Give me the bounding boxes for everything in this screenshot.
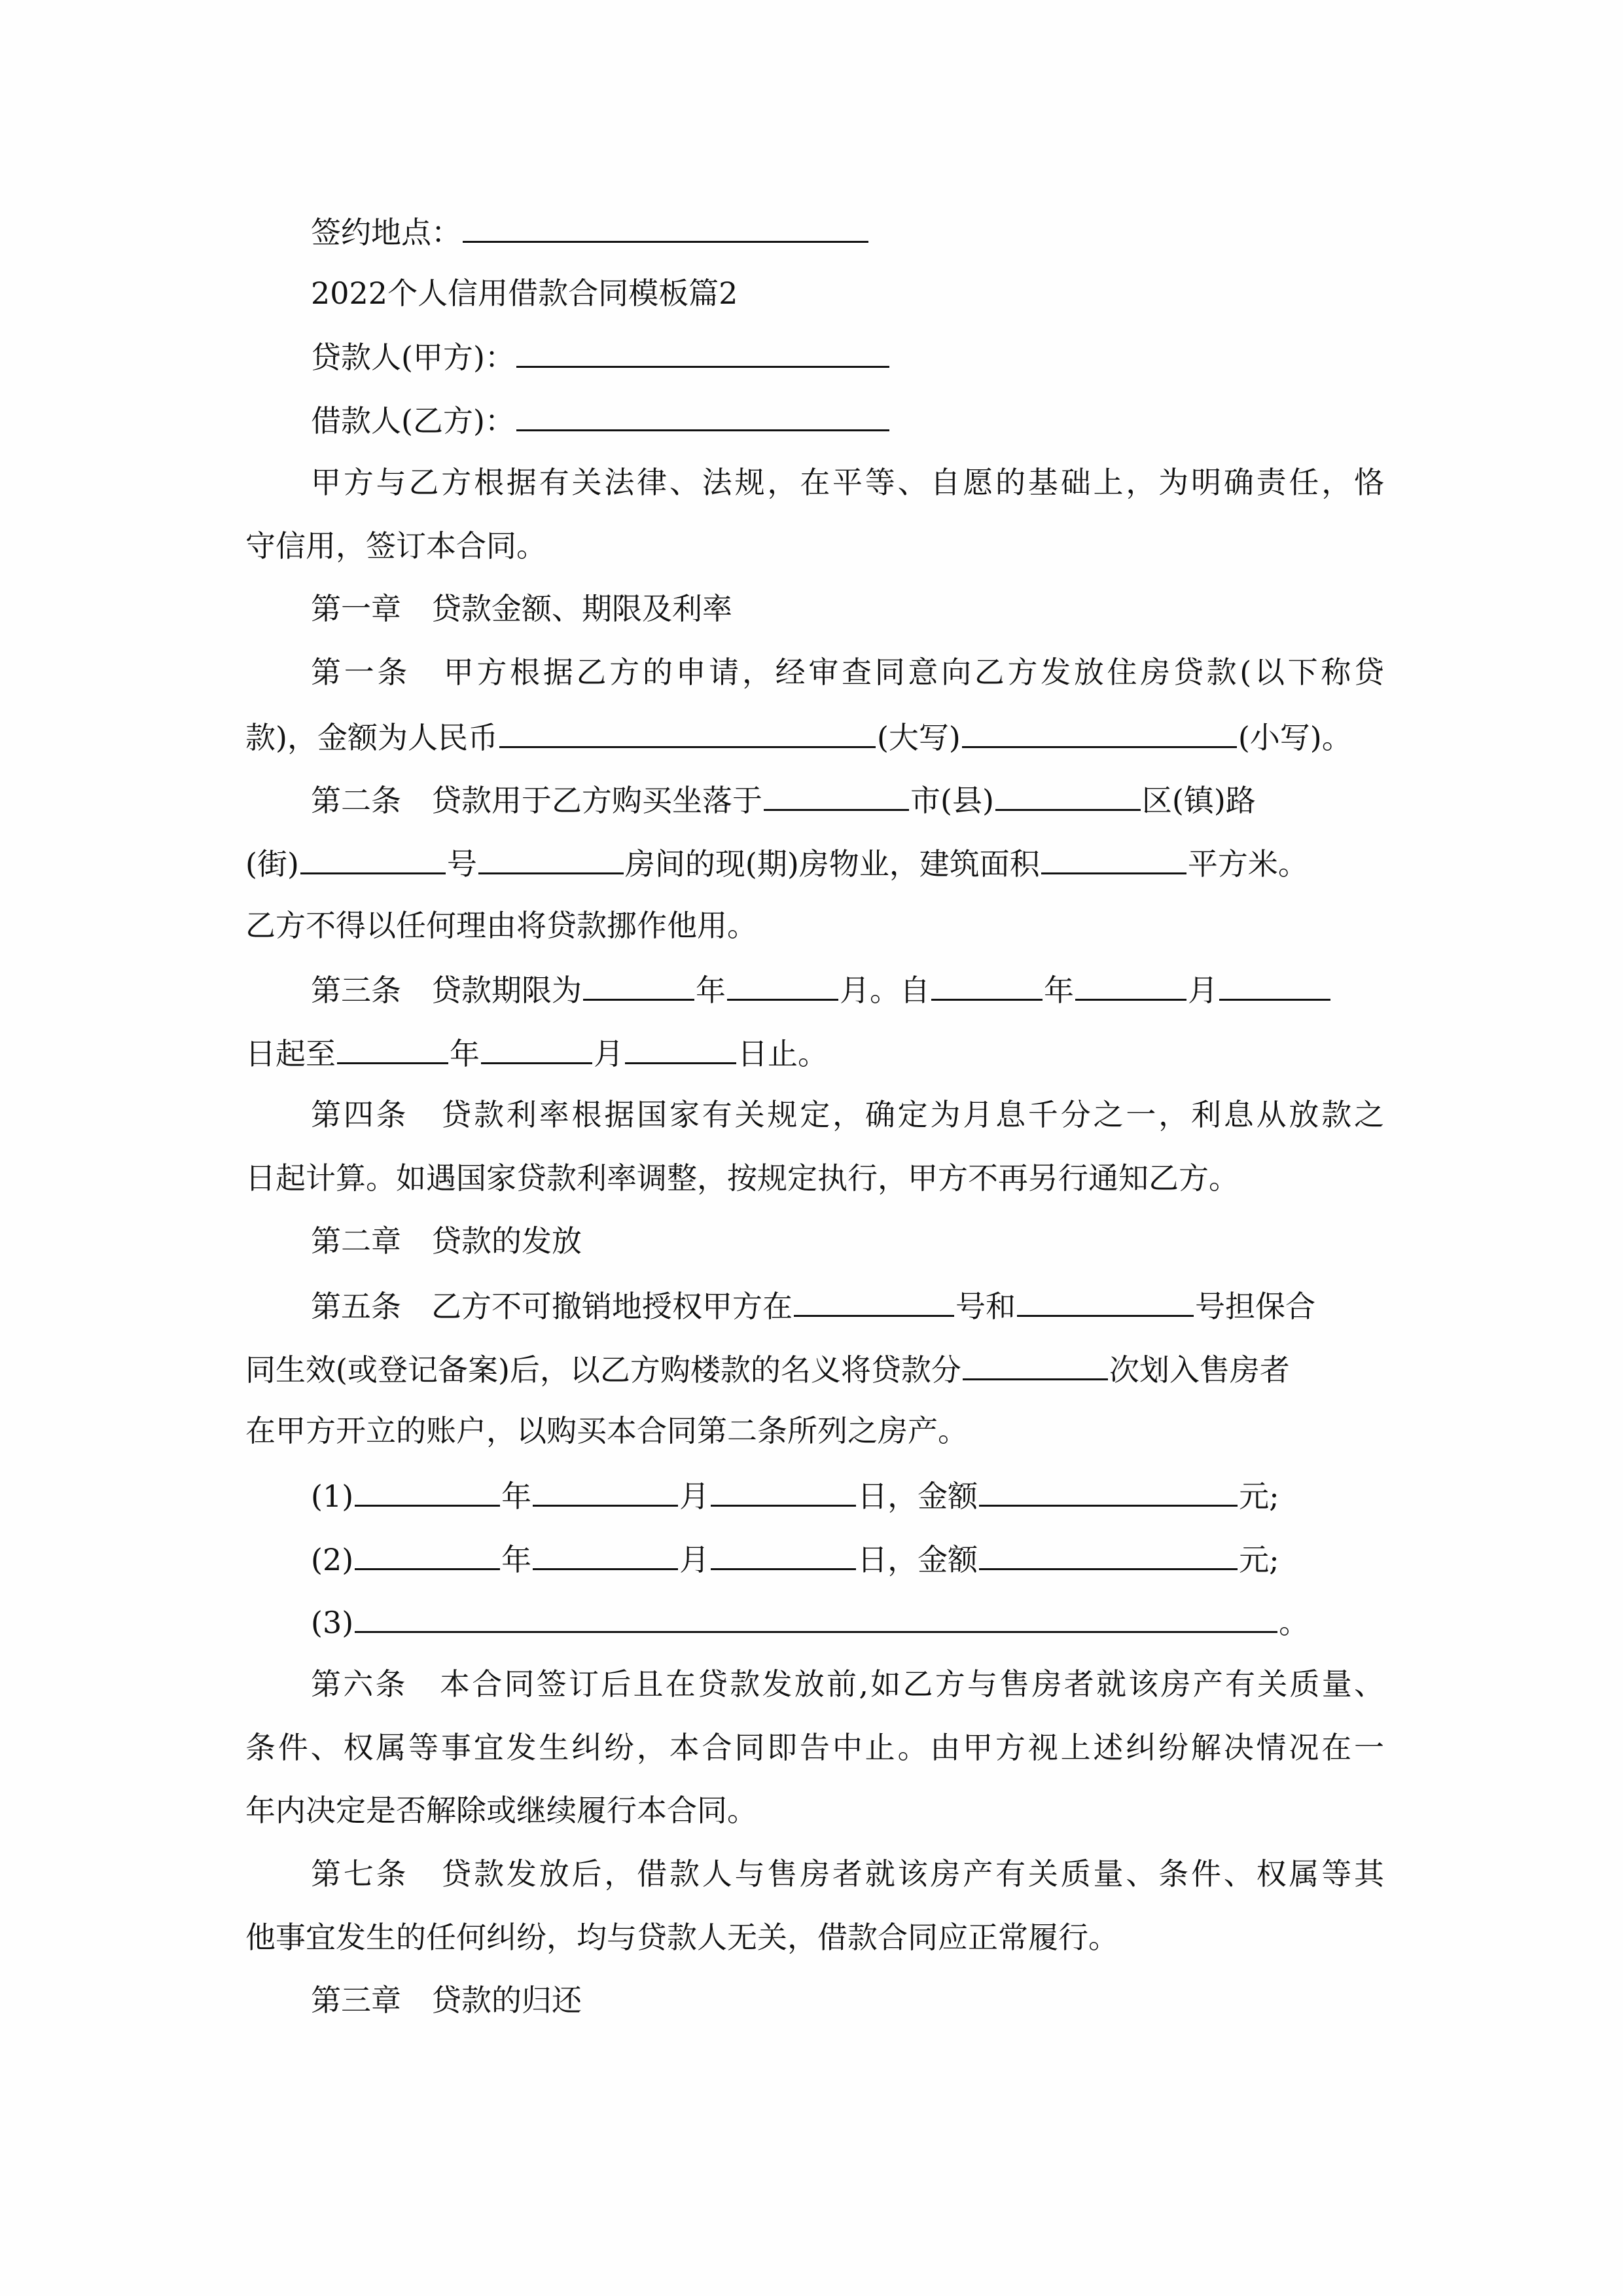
installment-1-day-blank[interactable] <box>711 1475 856 1507</box>
city-blank[interactable] <box>764 779 909 811</box>
article-text: 元; <box>1239 1542 1279 1577</box>
article-3-line-1 <box>311 969 1450 1010</box>
article-text: 次划入售房者 <box>1109 1352 1290 1388</box>
street-blank[interactable] <box>300 842 446 874</box>
article-text: 贷款利率根据国家有关规定，确定为月息千分之一，利息从放款之 <box>438 1097 1384 1132</box>
amount-lowercase-blank[interactable] <box>962 716 1237 748</box>
article-2-line-2 <box>245 842 1384 884</box>
lender-line <box>311 336 1450 377</box>
article-7-line-2: 他事宜发生的任何纠纷，均与贷款人无关，借款合同应正常履行。 <box>245 1920 1118 1955</box>
article-text: 房间的现(期)房物业，建筑面积 <box>624 846 1040 882</box>
district-blank[interactable] <box>995 779 1141 811</box>
installment-2-year-blank[interactable] <box>355 1538 500 1570</box>
end-year-blank[interactable] <box>337 1032 448 1064</box>
signing-place-line <box>311 211 1450 252</box>
installment-2-amount-blank[interactable] <box>979 1538 1238 1570</box>
article-text: 元; <box>1239 1479 1279 1514</box>
article-text: 款)，金额为人民币 <box>245 720 498 755</box>
article-5-line-2 <box>245 1348 1384 1390</box>
installment-2 <box>311 1538 1450 1579</box>
article-6-line-3: 年内决定是否解除或继续履行本合同。 <box>245 1793 757 1828</box>
installment-1-year-blank[interactable] <box>355 1475 500 1507</box>
article-text: (街) <box>245 846 299 882</box>
term-months-blank[interactable] <box>727 969 838 1001</box>
borrower-blank[interactable] <box>516 399 889 431</box>
article-text: 平方米。 <box>1187 846 1308 882</box>
article-number: 第一条 <box>311 655 411 690</box>
installment-label: (2) <box>311 1542 354 1577</box>
article-text: 日起至 <box>245 1036 336 1071</box>
article-2-line-1 <box>311 779 1450 820</box>
installment-3 <box>311 1601 1450 1642</box>
article-text: 本合同签订后且在贷款发放前,如乙方与售房者就该房产有关质量、 <box>437 1666 1385 1702</box>
document-title: 2022个人信用借款合同模板篇2 <box>311 276 738 311</box>
end-day-blank[interactable] <box>625 1032 736 1064</box>
article-number: 第五条 <box>311 1289 401 1324</box>
article-7-line-1 <box>311 1854 1384 1893</box>
article-text: 月 <box>1188 973 1218 1008</box>
article-5-line-1 <box>311 1285 1450 1326</box>
installment-1-month-blank[interactable] <box>533 1475 678 1507</box>
borrower-line <box>311 399 1450 440</box>
article-text: 。 <box>1279 1605 1310 1640</box>
installment-2-month-blank[interactable] <box>533 1538 678 1570</box>
installment-count-blank[interactable] <box>963 1348 1108 1380</box>
article-text: 号和 <box>955 1289 1016 1324</box>
preamble-line-2: 守信用，签订本合同。 <box>245 528 546 564</box>
article-text: 月 <box>594 1036 624 1071</box>
signing-place-label: 签约地点： <box>311 215 461 250</box>
article-text: 贷款发放后，借款人与售房者就该房产有关质量、条件、权属等其 <box>438 1856 1384 1892</box>
article-text: (大写) <box>876 720 961 755</box>
signing-place-blank[interactable] <box>463 211 868 243</box>
article-text: 贷款期限为 <box>431 973 582 1008</box>
article-text: 号担保合 <box>1195 1289 1315 1324</box>
lender-blank[interactable] <box>516 336 889 368</box>
article-text: 甲方根据乙方的申请，经审查同意向乙方发放住房贷款(以下称贷 <box>440 655 1385 690</box>
article-3-line-2 <box>245 1032 1384 1073</box>
article-number: 第六条 <box>311 1666 408 1702</box>
term-years-blank[interactable] <box>583 969 694 1001</box>
article-text: 月 <box>679 1542 710 1577</box>
article-text: 市(县) <box>910 783 994 818</box>
lender-label: 贷款人(甲方)： <box>311 340 515 375</box>
article-text: 年 <box>696 973 726 1008</box>
installment-1 <box>311 1475 1450 1516</box>
article-text: 日，金额 <box>857 1479 978 1514</box>
article-text: 年 <box>501 1542 532 1577</box>
chapter-1-heading <box>311 589 1450 628</box>
borrower-label: 借款人(乙方)： <box>311 403 515 439</box>
end-month-blank[interactable] <box>481 1032 592 1064</box>
article-text: 月。自 <box>840 973 930 1008</box>
installment-label: (3) <box>311 1605 354 1640</box>
article-text: 月 <box>679 1479 710 1514</box>
article-text: 同生效(或登记备案)后，以乙方购楼款的名义将贷款分 <box>245 1352 961 1388</box>
article-6-line-1 <box>311 1664 1384 1704</box>
article-text: 年 <box>450 1036 480 1071</box>
chapter-title: 贷款的归还 <box>431 1982 582 2018</box>
chapter-number: 第三章 <box>311 1982 401 2018</box>
article-1-line-1 <box>311 653 1384 692</box>
chapter-title: 贷款的发放 <box>431 1223 582 1259</box>
amount-uppercase-blank[interactable] <box>499 716 876 748</box>
chapter-number: 第一章 <box>311 591 401 626</box>
article-6-line-2: 条件、权属等事宜发生纠纷，本合同即告中止。由甲方视上述纠纷解决情况在一 <box>245 1730 1384 1765</box>
installment-1-amount-blank[interactable] <box>979 1475 1238 1507</box>
start-month-blank[interactable] <box>1075 969 1186 1001</box>
chapter-3-heading <box>311 1981 1450 2020</box>
article-text: 乙方不可撤销地授权甲方在 <box>431 1289 793 1324</box>
article-text: 日止。 <box>738 1036 828 1071</box>
article-text: 区(镇)路 <box>1141 783 1256 818</box>
article-number: 第二条 <box>311 783 401 818</box>
article-number: 第七条 <box>311 1856 409 1892</box>
chapter-title: 贷款金额、期限及利率 <box>431 591 732 626</box>
article-text: 年 <box>501 1479 532 1514</box>
guarantee-no-2-blank[interactable] <box>1017 1285 1194 1317</box>
article-4-line-1 <box>311 1095 1384 1134</box>
article-text: 号 <box>446 846 477 882</box>
installment-label: (1) <box>311 1479 354 1514</box>
article-5-line-3: 在甲方开立的账户，以购买本合同第二条所列之房产。 <box>245 1413 968 1448</box>
article-number: 第四条 <box>311 1097 409 1132</box>
room-blank[interactable] <box>478 842 624 874</box>
start-year-blank[interactable] <box>931 969 1043 1001</box>
article-1-line-2 <box>245 716 1384 757</box>
area-blank[interactable] <box>1041 842 1186 874</box>
article-text: 日，金额 <box>857 1542 978 1577</box>
chapter-number: 第二章 <box>311 1223 401 1259</box>
article-2-line-3: 乙方不得以任何理由将贷款挪作他用。 <box>245 908 757 943</box>
preamble-line-1: 甲方与乙方根据有关法律、法规，在平等、自愿的基础上，为明确责任，恪 <box>311 465 1384 500</box>
article-text: (小写)。 <box>1238 720 1352 755</box>
installment-2-day-blank[interactable] <box>711 1538 856 1570</box>
article-text: 贷款用于乙方购买坐落于 <box>431 783 762 818</box>
article-number: 第三条 <box>311 973 401 1008</box>
article-4-line-2: 日起计算。如遇国家贷款利率调整，按规定执行，甲方不再另行通知乙方。 <box>245 1160 1239 1196</box>
installment-3-blank[interactable] <box>355 1601 1277 1633</box>
start-day-blank[interactable] <box>1219 969 1330 1001</box>
chapter-2-heading <box>311 1221 1450 1261</box>
article-text: 年 <box>1044 973 1074 1008</box>
guarantee-no-1-blank[interactable] <box>794 1285 954 1317</box>
